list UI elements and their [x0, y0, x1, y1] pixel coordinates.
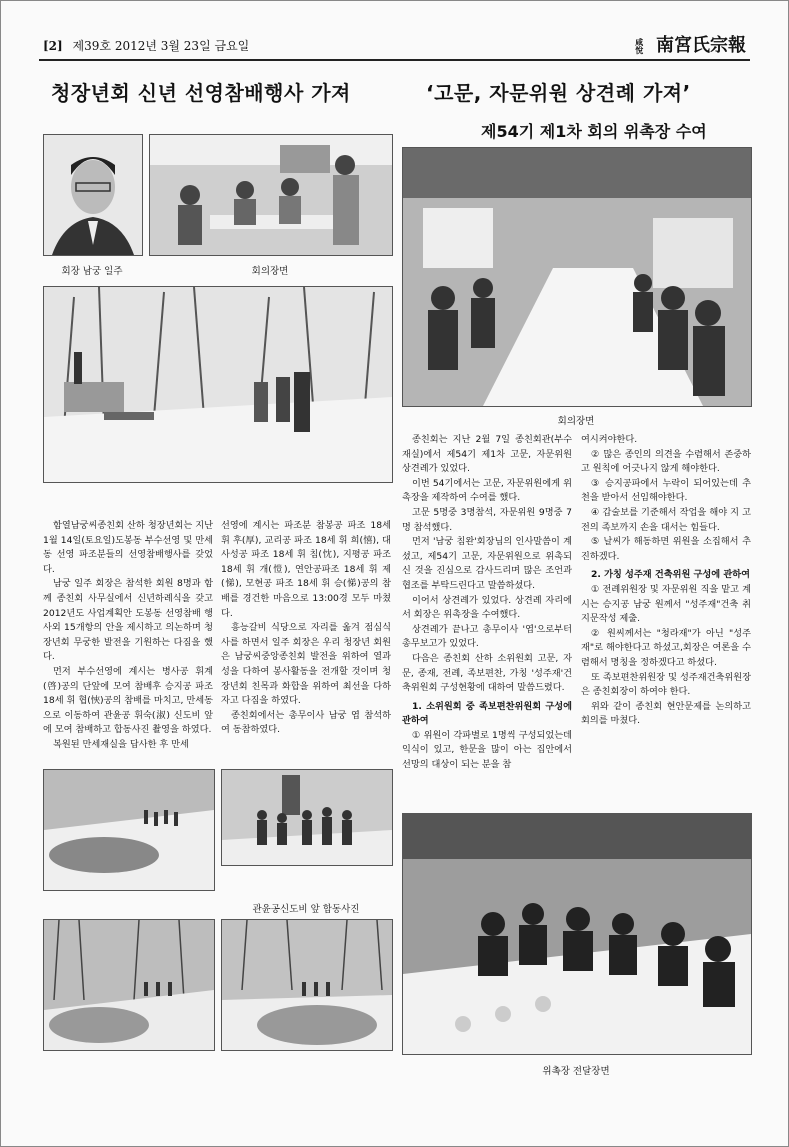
right-col1-p1: 종친회는 지난 2월 7일 종친회관(부수재실)에서 제54기 제1차 고문, 자문위원 상견례가 있었다.	[402, 434, 572, 475]
right-col2-tail2: ② 원씨께서는 "청라재"가 아닌 "성주재"로 해야한다고 하셨고,회장은 여론을 수렴해서 명칭을 정하겠다고 하셨다.	[581, 627, 751, 668]
portrait-caption: 회장 남궁 일주	[61, 266, 123, 277]
right-article-col1	[402, 433, 572, 773]
right-col1-p2: 이번 54기에서는 고문, 자문위원에게 위촉장을 제작하여 수여를 했다.	[402, 477, 572, 504]
grave-photo-1	[43, 769, 215, 891]
portrait-photo	[43, 134, 143, 256]
left-headline: 청장년회 신년 선영참배행사 가져	[51, 81, 351, 105]
right-col2-p5: ⑤ 날씨가 해동하면 위원을 소집해서 추진하겠다.	[581, 536, 751, 562]
meeting-caption-left: 회의장면	[251, 266, 289, 277]
grave-photo-3	[221, 919, 393, 1051]
right-col2-section: 2. 가칭 성주재 건축위원 구성에 관하여	[591, 569, 751, 581]
issue-date: 제39호 2012년 3월 23일 금요일	[72, 39, 250, 53]
award-photo	[402, 813, 752, 1055]
left-col1-p4: 복원된 만세재실을 답사한 후 만세	[53, 738, 189, 750]
right-col2-p3: ③ 승지공파에서 누락이 되어있는데 추천을 받아서 선임해야한다.	[581, 477, 751, 504]
group-photo-caption: 관윤공신도비 앞 합동사진	[252, 904, 360, 915]
left-article-col2	[221, 519, 391, 738]
masthead-small: 咸悅	[634, 38, 645, 54]
right-col2-p1: 여시켜야한다.	[581, 434, 638, 445]
masthead	[635, 31, 746, 57]
award-caption: 위촉장 전달장면	[542, 1066, 610, 1077]
right-col1-p3: 고문 5명중 3명참석, 자문위원 9명중 7명 참석했다.	[402, 506, 572, 533]
left-col1-p3: 먼저 부수선영에 계시는 병사공 휘계(啓)공의 단앞에 모여 참배후 승지공 파조 18세 휘 협(悏)공의 참배를 마치고, 만세동으로 이동하여 관윤공 휘숙(淑) 신도비 앞에 모여 참배하고 합동사진 촬영을 하였다.	[43, 665, 213, 736]
right-col1-section: 1. 소위원회 중 족보편찬위원회 구성에 관하여	[402, 700, 572, 727]
right-article-col2	[581, 433, 751, 729]
issue-line	[43, 37, 249, 54]
left-article-col1	[43, 519, 213, 753]
right-col2-p4: ④ 갑술보를 기준해서 작업을 해야 지 고 전의 족보까지 손을 대서는 힘들다.	[581, 506, 751, 533]
left-col1-p1: 함열남궁씨종친회 산하 청장년회는 지난 1월 14일(토요일)도봉동 부수선영 및 만세동 선영 파조분들의 선영참배행사를 갖었다.	[43, 520, 213, 575]
header-rule	[39, 59, 750, 61]
right-col2-p2: ② 많은 종인의 의견을 수렴해서 존중하고 원칙에 어긋나지 않게 해야한다.	[581, 448, 751, 475]
shrine-photo	[43, 286, 393, 483]
right-col1-p4: 먼저 '남궁 침완'회장님의 인사말씀이 계셨고, 제54기 고문, 자문위원으로 위촉되신 것을 진심으로 감사드리며 많은 조언과 협조를 부탁드린다고 말씀하셨다.	[402, 536, 572, 591]
meeting-photo-left	[149, 134, 393, 256]
left-col1-p2: 남궁 일주 회장은 참석한 회원 8명과 함께 종친회 사무실에서 신년하례식을 갖고 2012년도 사업계획안 도봉동 선영참배 행사외 15개항의 안을 제시하고 의논하며 청장년회 무궁한 발전을 기원하는 다짐을 했다.	[43, 578, 213, 663]
group-photo	[221, 769, 393, 866]
masthead-title: 南宮氏宗報	[656, 35, 746, 56]
left-col2-p1: 선영에 계시는 파조분 참봉공 파조 18세 휘 후(厚), 교리공 파조 18세 휘 희(憘), 대사성공 파조 18세 휘 침(忱), 지평공 파조 18세 휘 개(愷), 연안공파조 18세 휘 제(悌), 모현공 파조 18세 휘 승(悌)공의 참배를 경건한 마음으로 13:00경 모두 마쳤다.	[221, 520, 391, 619]
left-col2-p3: 종친회에서는 총무이사 남궁 엽 참석하여 동참하였다.	[221, 709, 391, 736]
right-col1-p7: 다음은 종친회 산하 소위원회 고문, 자문, 종재, 전례, 족보편찬, 가칭 '성주재'건축위원회 구성현황에 대하여 말씀드렸다.	[402, 652, 572, 694]
right-col1-p6: 상견례가 끝나고 총무이사 '엽'으로부터 총무보고가 있었다.	[402, 623, 572, 650]
page-number: [2]	[43, 39, 63, 53]
right-subhead: 제54기 제1차 회의 위촉장 수여	[481, 122, 707, 141]
grave-photo-2	[43, 919, 215, 1051]
right-col2-tail1: ① 전례위원장 및 자문위원 직을 맡고 계시는 승지공 남궁 원께서 "성주재"건축 취지문작성 제출.	[581, 583, 751, 625]
right-col2-tail3: 또 족보편찬위원장 및 성주재건축위원장은 종친회장이 하여야 한다.	[581, 671, 751, 698]
meeting-caption-right: 회의장면	[557, 416, 595, 427]
right-col1-tail: ① 위원이 각파별로 1명씩 구성되었는데 익식이 있고, 한문을 많이 아는 집안에서 선망의 대상이 되는 분을 참	[402, 729, 572, 771]
right-headline: ‘고문, 자문위원 상견례 가져’	[426, 81, 691, 105]
left-col2-p2: 흥능갈비 식당으로 자리를 옮겨 점심식사를 하면서 일주 회장은 우리 청장년 회원은 남궁씨중앙종친회 발전을 위하여 열과성을 다하여 봉사활동을 전개할 것이며 청장년회 친목과 화합을 위하여 최선을 다하자고 다짐을 하였다.	[221, 622, 391, 707]
meeting-photo-right	[402, 147, 752, 407]
right-col2-tail4: 위와 같이 종친회 현안문제를 논의하고 회의를 마쳤다.	[581, 700, 751, 727]
right-col1-p5: 이어서 상견례가 있었다. 상견례 자리에서 회장은 위촉장을 수여했다.	[402, 594, 572, 621]
